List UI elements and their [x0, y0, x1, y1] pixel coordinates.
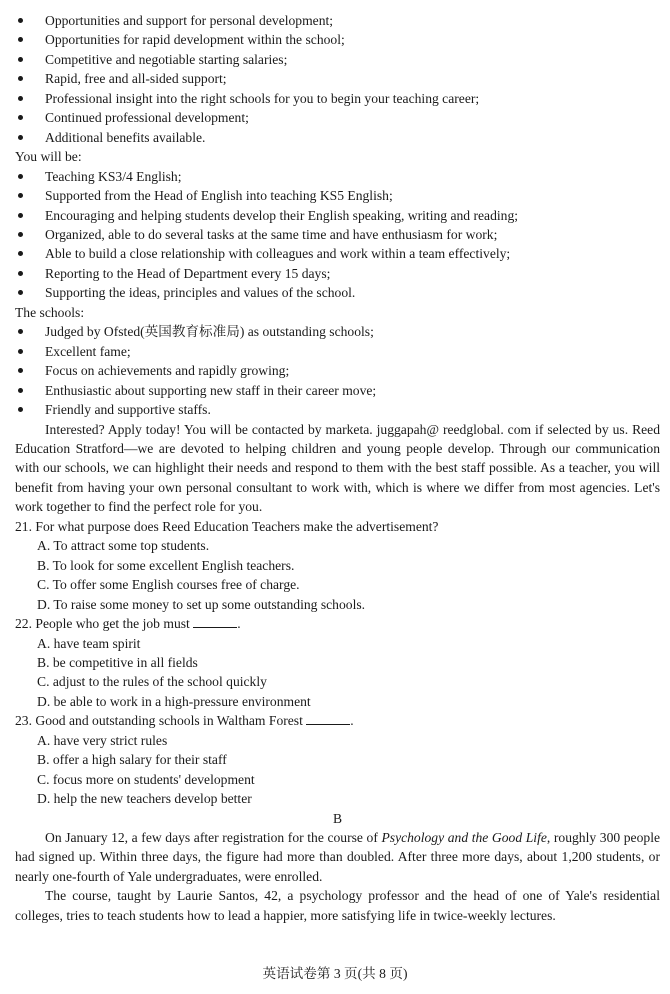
duties-list — [15, 167, 660, 303]
list-item: Teaching KS3/4 English; — [15, 167, 660, 186]
option-d: D. be able to work in a high-pressure environment — [37, 693, 311, 709]
option-a: A. To attract some top students. — [37, 538, 210, 554]
list-item: Continued professional development; — [15, 108, 660, 127]
course-title: Psychology and the Good Life — [381, 830, 547, 846]
question-stem: 23. Good and outstanding schools in Waltham Forest . — [15, 713, 354, 729]
list-item: Focus on achievements and rapidly growing; — [15, 361, 660, 380]
option-a: A. have team spirit — [37, 635, 141, 651]
list-item: Opportunities and support for personal development; — [15, 11, 660, 30]
bullet-icon — [18, 18, 23, 23]
bullet-icon — [18, 174, 23, 179]
option-b: B. be competitive in all fields — [37, 654, 198, 670]
option-b: B. offer a high salary for their staff — [37, 752, 227, 768]
bullet-icon — [18, 271, 23, 276]
benefits-list — [15, 11, 660, 147]
option-c: C. adjust to the rules of the school quickly — [37, 674, 267, 690]
bullet-icon — [18, 37, 23, 42]
question-stem: 22. People who get the job must . — [15, 616, 241, 632]
list-item: Additional benefits available. — [15, 128, 660, 147]
schools-list — [15, 322, 660, 419]
bullet-icon — [18, 368, 23, 373]
bullet-icon — [18, 388, 23, 393]
option-b: B. To look for some excellent English teachers. — [37, 557, 295, 573]
bullet-icon — [18, 213, 23, 218]
schools-heading: The schools: — [15, 304, 85, 320]
list-item: Enthusiastic about supporting new staff in their career move; — [15, 381, 660, 400]
answer-blank — [306, 712, 350, 725]
question-21 — [15, 517, 660, 614]
passage-b-paragraph-2: The course, taught by Laurie Santos, 42, a psychology professor and the head of one of Yale's residential colleges, tries to teach students how to lead a happier, more satisfying life in twice-weekly lectures. — [15, 888, 660, 923]
bullet-icon — [18, 407, 23, 412]
bullet-icon — [18, 135, 23, 140]
option-d: D. To raise some money to set up some outstanding schools. — [37, 596, 366, 612]
bullet-icon — [18, 349, 23, 354]
option-c: C. To offer some English courses free of charge. — [37, 577, 300, 593]
option-a: A. have very strict rules — [37, 732, 168, 748]
question-stem: 21. For what purpose does Reed Education Teachers make the advertisement? — [15, 518, 439, 534]
list-item: Professional insight into the right schools for you to begin your teaching career; — [15, 89, 660, 108]
closing-paragraph: Interested? Apply today! You will be contacted by marketa. juggapah@ reedglobal. com if selected by us. Reed Education Stratford—we are devoted to helping children and young people develop. Through our communication with our schools, we can highlight their needs and respond to them with the best staff possible. As a teacher, you will benefit from having your own personal consultant to work with, which is where we differ from most agencies. Let's work together to find the perfect role for you. — [15, 421, 660, 515]
bullet-icon — [18, 193, 23, 198]
question-22 — [15, 614, 660, 711]
list-item: Reporting to the Head of Department every 15 days; — [15, 264, 660, 283]
list-item: Opportunities for rapid development within the school; — [15, 30, 660, 49]
bullet-icon — [18, 232, 23, 237]
list-item: Competitive and negotiable starting salaries; — [15, 50, 660, 69]
list-item: Excellent fame; — [15, 342, 660, 361]
bullet-icon — [18, 57, 23, 62]
you-will-be-heading: You will be: — [15, 149, 82, 165]
bullet-icon — [18, 96, 23, 101]
list-item: Encouraging and helping students develop their English speaking, writing and reading; — [15, 206, 660, 225]
option-d: D. help the new teachers develop better — [37, 791, 252, 807]
exam-page — [15, 11, 660, 925]
list-item: Organized, able to do several tasks at the same time and have enthusiasm for work; — [15, 225, 660, 244]
section-label: B — [332, 810, 343, 826]
list-item: Judged by Ofsted(英国教育标准局) as outstanding schools; — [15, 322, 660, 341]
bullet-icon — [18, 290, 23, 295]
option-c: C. focus more on students' development — [37, 771, 255, 787]
list-item: Supporting the ideas, principles and values of the school. — [15, 283, 660, 302]
page-footer: 英语试卷第 3 页(共 8 页) — [262, 966, 408, 981]
list-item: Rapid, free and all-sided support; — [15, 69, 660, 88]
bullet-icon — [18, 115, 23, 120]
answer-blank — [193, 615, 237, 628]
passage-b-paragraph-1: On January 12, a few days after registration for the course of Psychology and the Good Life, roughly 300 people had signed up. Within three days, the figure had more than doubled. After three more days, about 1,200 students, or nearly one-fourth of Yale undergraduates, were enrolled. — [15, 830, 660, 884]
list-item: Able to build a close relationship with colleagues and work within a team effectively; — [15, 244, 660, 263]
bullet-icon — [18, 329, 23, 334]
bullet-icon — [18, 251, 23, 256]
list-item: Friendly and supportive staffs. — [15, 400, 660, 419]
question-23 — [15, 711, 660, 808]
list-item: Supported from the Head of English into teaching KS5 English; — [15, 186, 660, 205]
bullet-icon — [18, 76, 23, 81]
